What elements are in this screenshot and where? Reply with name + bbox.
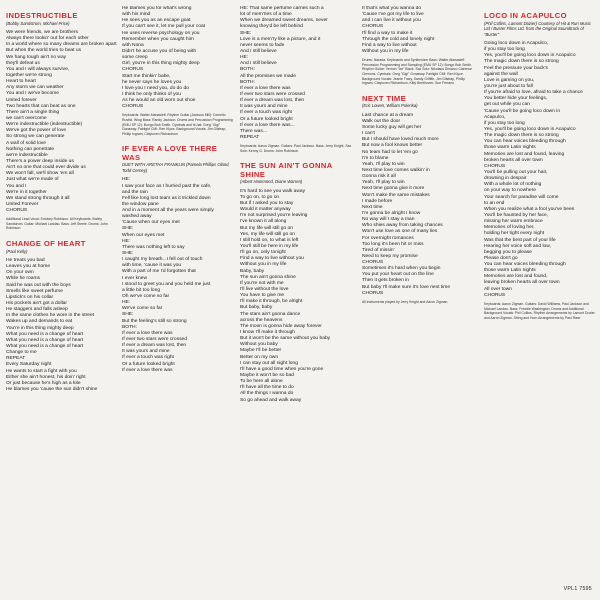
- lyric-line: For overnight romances: [362, 235, 414, 241]
- lyric-line: It was yours and mine: [240, 104, 288, 110]
- lyric-line: A wall of solid love: [6, 140, 46, 146]
- lyric-line: Any storm we can weather: [6, 85, 64, 91]
- lyric-line: begging you to please: [484, 249, 532, 255]
- lyric-line: Some lucky guy will get her: [362, 124, 422, 130]
- lyric-line: Maybe it won't be so bad: [240, 373, 294, 378]
- lyric-line: Ain't no one that could ever divide us: [6, 165, 86, 171]
- lyric-line: I made before: [362, 198, 393, 204]
- lyric-line: His pockets ain't got a dollar: [6, 300, 68, 306]
- lyric-line: BOTH:: [240, 67, 255, 73]
- lyric-line: and the rain: [122, 189, 148, 195]
- musician-credits: Keyboards: Walter Afanasieff. Rhythm Guitar (Jackson Mill): Cornelio Rustici. Wing Bass: Randy Jackson. Drums and Percussion Programming (EMU SP 12): Bongo Bob Smith. Cymbals and hi-hat: Greg "Gigi" Gonaway. Fairlight CMI: Ren Klyce. Background Vocals: Jim Gilstrap, Phillip Ingram, Claytoven Richardson: [122, 113, 233, 136]
- lyric-line: If ever a dream was lost, then: [240, 98, 305, 104]
- lyric-line: If you can't see it, let me pull your coat: [122, 24, 206, 30]
- lyric-line: The magic down there is so strong: [484, 133, 559, 139]
- lyric-line: You're in this thing mighty deep: [6, 325, 74, 331]
- lyric-line: He sees you as an escape goat: [122, 18, 191, 24]
- lyric-line: SHE:: [240, 30, 252, 36]
- column-3: [240, 6, 354, 594]
- musician-credits: Keyboards: Aaron Zigman. Guitars: David Williams, Paul Jackson and Michael Landau. Bass: Freddie Washington. Drums and Additional Background Vocals: Phil Collins. Rhythm Arrangements by Lamont Dozier and Aaron Zigman. String and Horn Arrangements by Paul Riser: [484, 301, 595, 320]
- lyric-line: holding her tight every night: [484, 231, 545, 237]
- lyric-line: with time, 'cause it was you: [122, 263, 182, 269]
- lyric-line: But baby, baby: [240, 305, 273, 311]
- lyric-line: If you're not with me: [240, 280, 284, 286]
- lyric-line: CHORUS: [6, 208, 28, 214]
- lyric-line: some creep: [122, 55, 148, 61]
- lyric-line: Without you baby: [240, 342, 278, 348]
- lyric-line: Won't make the same mistakes: [362, 192, 430, 198]
- lyric-line: Remember when you caught him: [122, 36, 194, 42]
- lyric-line: As he would an old worn out shoe: [122, 98, 196, 104]
- lyric-line: SHE:: [122, 226, 134, 232]
- lyric-line: Wakes up and demands to eat: [6, 319, 73, 325]
- lyric-line: Change to me: [6, 350, 37, 356]
- lyric-line: To go on, to go on: [240, 194, 280, 200]
- lyric-line: I know I'll make it through: [240, 330, 296, 336]
- lyric-line: CHORUS: [362, 260, 384, 266]
- section-spacer: [6, 393, 120, 396]
- lyric-line: Start me thinkin' babe,: [122, 73, 171, 79]
- lyric-line: There ain't a single thing: [6, 109, 60, 115]
- musician-credits: Drums: Narada. Keyboards and Synthesizer Bass: Walter Afanasieff. Percussion Programming and Sampling (EMU SP 12): Bongo Bob Smith. Rhythm Guitar: Vernon "Ice" Black. Sax Solo: Nikolaus Dimarco Clarence Clemons. Cymbals: Greg "Gigi" Gonaway. Fairlight CMI: Ren Klyce. Background Vocals: Jeanie Tracy, Sandy Griffith, Jim Gilstrap, Phillip Ingram, Claytoven Richardson, Kitty Beethoven, Sue Ferrano: [362, 58, 473, 86]
- column-5: [484, 6, 596, 594]
- song-authors: (Bobby Sandstrom, Michael Price): [6, 20, 70, 26]
- lyric-line: SHE:: [122, 251, 134, 257]
- lyric-line: The stars ain't gonna dance: [240, 311, 301, 317]
- lyric-line: washed away: [122, 214, 152, 220]
- lyric-line: with his mind: [122, 12, 151, 18]
- song-authors: (Albert Hammond, Diane Warren): [240, 179, 303, 185]
- lyric-line: But when the world tries to beat us: [6, 48, 82, 54]
- lyric-line: HE:: [122, 238, 131, 244]
- lyric-line: BOTH:: [122, 324, 137, 330]
- lyric-line: To be here all alone: [240, 379, 283, 385]
- lyric-line: Baby, baby: [240, 268, 265, 274]
- lyric-line: If ever a love there was: [122, 367, 173, 373]
- lyric-line: leaving broken hearts all over town: [484, 280, 560, 286]
- lyric-line: It was yours and mine: [122, 349, 170, 355]
- section-spacer: [122, 374, 236, 377]
- lyric-line: Would it matter anyway: [240, 207, 291, 213]
- lyric-line: SHE:: [122, 312, 134, 318]
- lyric-line: But I should have loved much more: [362, 137, 439, 143]
- lyric-line: You'll still be here in my life: [240, 244, 299, 250]
- lyric-line: REPEAT: [6, 356, 26, 362]
- lyric-line: Yes, my life will still go on: [240, 231, 295, 237]
- lyric-line: I'll make it through, be alright: [240, 299, 303, 305]
- lyric-line: Just what we're made of: [6, 177, 59, 183]
- column-1: [6, 6, 120, 594]
- lyric-line: he never says he loves you: [122, 79, 182, 85]
- lyric-line: I've known it all along: [240, 219, 287, 225]
- lyric-line: On your own: [6, 270, 34, 276]
- lyric-line: Every Saturday night: [6, 362, 52, 368]
- lyric-line: He blames you for what's wrong: [122, 6, 192, 11]
- lyric-line: I caught my breath...I fell out of touch: [122, 257, 203, 263]
- lyric-line: He treats you bad: [6, 258, 45, 263]
- lyric-line: So strong we can generate: [6, 134, 65, 140]
- lyric-line: Nothing can penetrate: [6, 146, 55, 152]
- lyric-line: I'll have all the time to do: [240, 385, 294, 391]
- lyric-line: I love you I need you, do do do: [122, 85, 189, 91]
- lyric-line: CHORUS: [484, 292, 506, 298]
- lyric-line: No tears had to let 'em go: [362, 149, 418, 155]
- lyric-line: with Nona: [122, 42, 144, 48]
- lyric-line: CHORUS: [122, 67, 144, 73]
- lyric-line: You have to give me: [240, 293, 285, 299]
- lyrics-block: [240, 189, 354, 404]
- lyric-line: United Forever: [6, 201, 39, 207]
- lyric-line: No way will I stay a man: [362, 217, 415, 223]
- lyric-line: He uses reverse psychology on you: [122, 30, 200, 36]
- lyric-line: If you're afraid to love, afraid to take a chance: [484, 90, 583, 96]
- lyric-line: I'll live without the love: [240, 287, 289, 293]
- lyric-line: We've come so far: [122, 306, 163, 312]
- lyric-line: Walk out the door: [362, 118, 401, 124]
- lyric-line: Said he was out with the boys: [6, 282, 71, 288]
- lyric-line: Or a future looked bright: [122, 361, 175, 367]
- lyric-line: And I still believe: [240, 48, 277, 54]
- lyric-line: All the things I wanna do: [240, 391, 294, 397]
- lyric-line: Yeah, I'll play to win: [362, 180, 405, 186]
- lyric-line: Was that the best part of your life: [484, 237, 556, 243]
- lyric-line: But the feeling's still so strong: [122, 318, 187, 324]
- lyric-line: Or a future looked bright: [240, 116, 293, 122]
- song-title: LOCO IN ACAPULCO: [484, 11, 567, 20]
- lyric-line: to an end: [484, 200, 505, 206]
- lyric-line: Leaves you at home: [6, 264, 51, 270]
- lyric-line: HE:: [122, 300, 131, 306]
- lyric-line: I ever knew: [122, 275, 148, 281]
- lyric-line: In a world where so many dreams are broken apart: [6, 42, 117, 48]
- song-authors: (Eric Lowen, William Polenka): [362, 103, 418, 109]
- lyric-line: When we dreamed sweet dreams, never: [240, 18, 328, 24]
- lyric-line: With a whole lot of nothing: [484, 182, 542, 188]
- lyric-line: HE: That same perfume carries such a: [240, 6, 324, 11]
- song-title: INDESTRUCTIBLE: [6, 11, 78, 20]
- song-header-next-time: [362, 95, 476, 109]
- lyric-line: Next time: [362, 204, 383, 210]
- lyric-line: You and I: [6, 183, 27, 189]
- lyric-line: If ever a love there was: [122, 330, 173, 336]
- lyric-line: He wants to start a fight with you: [6, 368, 77, 374]
- lyric-line: Last chance at a dream: [362, 112, 414, 118]
- lyric-line: You and I will always survive,: [6, 66, 70, 72]
- lyric-line: Your search for paradise will come: [484, 194, 559, 200]
- lyric-line: I'll go on, only tonight: [240, 250, 286, 256]
- lyric-line: a little bit too long: [122, 287, 161, 293]
- lyric-line: And in a moment all the years were simply: [122, 208, 214, 214]
- song-title: THE SUN AIN'T GONNA SHINE: [240, 161, 333, 179]
- lyric-line: we can't overcome: [6, 115, 47, 121]
- lyric-line: The moon is gonna hide away forever: [240, 323, 322, 329]
- lyric-line: But my life will still go on: [240, 225, 293, 231]
- lyric-line: We're indestructible (indestructible): [6, 122, 83, 128]
- lyric-line: CHORUS: [362, 24, 384, 30]
- lyric-line: The sun ain't gonna shine: [240, 274, 296, 280]
- lyric-line: So go ahead and walk away: [240, 397, 302, 403]
- lyric-line: Feel the pressure your back's: [484, 65, 548, 71]
- lyric-line: Yes, you'll be going loco down in Acapulco: [484, 126, 576, 132]
- lyric-line: Going loco down in Acapulco,: [484, 41, 549, 46]
- musician-credits: Additional Lead Vocal: Smokey Robinson. All Keyboards: Bobby Sandstrom. Guitar: Michael Landau. Bass: Jeff Steele. Drums: John Robinson: [6, 217, 108, 231]
- lyric-line: REPEAT: [240, 134, 260, 140]
- lyric-line: You can hear voices bleeding through: [484, 262, 566, 268]
- lyric-line: All the promises we made: [240, 73, 296, 79]
- lyric-line: Please don't go: [484, 255, 518, 261]
- section-spacer: [484, 320, 596, 323]
- column-2: [122, 6, 236, 594]
- lyric-line: You better hide your feelings,: [484, 96, 548, 102]
- lyric-line: You'll be haunted by her face,: [484, 212, 549, 218]
- song-header-indestructible: [6, 12, 120, 26]
- lyric-line: BOTH:: [240, 79, 255, 85]
- lyric-line: We were friends, we are brothers: [6, 30, 78, 35]
- lyric-line: Hearing her voice soft and low,: [484, 243, 551, 249]
- lyric-line: HE:: [122, 177, 131, 183]
- lyric-line: But baby I'll make sure it's love next time: [362, 284, 451, 290]
- lyric-line: Find a way to live without: [362, 42, 417, 48]
- lyric-line: Won't use love as one of many lies: [362, 229, 438, 235]
- song-header-change-of-heart: [6, 240, 120, 254]
- section-spacer: [362, 86, 476, 89]
- lyric-line: Either she ain't honest, his doin' right: [6, 374, 86, 380]
- lyric-line: Heart to heart: [6, 79, 36, 85]
- lyric-line: Next time gonna give it more: [362, 186, 425, 192]
- lyric-line: I'll have a good time when you're gone: [240, 366, 324, 372]
- lyric-line: With a part of me I'd forgotten that: [122, 269, 196, 275]
- lyric-line: missing her warm embrace: [484, 219, 543, 225]
- lyric-line: together we're strong: [6, 72, 52, 78]
- lyric-line: HE:: [240, 55, 249, 61]
- lyric-line: get out while you can: [484, 102, 530, 108]
- lyric-line: The magic down there is so strong: [484, 59, 559, 65]
- section-spacer: [240, 404, 354, 407]
- lyric-line: There was...: [240, 128, 267, 134]
- lyric-line: You'll be pulling out your hair,: [484, 169, 548, 175]
- lyric-line: Lipstick's on his collar: [6, 294, 54, 300]
- song-authors: DUET WITH ARETHA FRANKLIN (Pamela Phillips Oland, Todd Cerney): [122, 162, 230, 173]
- lyric-line: While he roams: [6, 276, 40, 282]
- lyric-line: if you stay too long: [484, 47, 525, 53]
- lyric-line: knowing they'd be left behind: [240, 24, 303, 30]
- lyric-line: I still hold on, to what is left: [240, 237, 299, 243]
- lyric-line: against the wall: [484, 71, 518, 77]
- lyric-line: Fell like long lost tears as it trickled down: [122, 195, 211, 201]
- lyric-line: I'm gonna be alright I know: [362, 210, 421, 216]
- lyric-line: Or just because he's high as a kite: [6, 380, 81, 386]
- lyric-line: If ever two stars were crossed: [240, 91, 305, 97]
- song-title: IF EVER A LOVE THERE WAS: [122, 144, 218, 162]
- lyric-line: I can stay out all night long: [240, 360, 298, 366]
- song-title: NEXT TIME: [362, 93, 407, 103]
- lyric-line: Yeah, I'll play to win: [362, 161, 405, 167]
- lyric-line: All over town: [484, 286, 512, 292]
- lyric-line: Memories of loving her,: [484, 225, 535, 231]
- lyric-line: Next time love comes walkin' in: [362, 167, 430, 173]
- lyric-line: Yes, you'll be going loco down in Acapulco: [484, 53, 576, 59]
- lyric-line: 'Cause you'll be going loco down in: [484, 108, 561, 114]
- lyric-line: CHORUS: [484, 163, 506, 169]
- lyric-line: If ever a touch was right: [240, 110, 292, 116]
- lyric-line: Without you in my life: [362, 48, 409, 54]
- lyric-line: I'm to blame: [362, 155, 389, 161]
- lyric-line: There was nothing left to say: [122, 244, 185, 250]
- section-spacer: [240, 153, 354, 156]
- lyric-line: Love is a mem'ry like a picture, and it: [240, 36, 321, 42]
- lyric-line: those warm Latin nights: [484, 145, 536, 151]
- lyric-line: What you need is a change of heart: [6, 337, 84, 343]
- lyric-line: Who shies away from taking chances: [362, 223, 443, 229]
- lyric-line: I think he only thinks of you: [122, 91, 181, 97]
- column-4: [362, 6, 476, 594]
- lyric-line: on your way to nowhere: [484, 188, 536, 194]
- lyric-line: Smells like sweet perfume: [6, 288, 63, 294]
- lyric-line: If that's what you wanna do: [362, 6, 422, 11]
- lyric-line: But it won't be the same without you baby: [240, 336, 331, 342]
- lyric-line: When you realize what a fool you've been: [484, 206, 575, 212]
- lyric-line: Maybe I'll be better: [240, 348, 282, 354]
- lyrics-block: [122, 6, 236, 110]
- lyric-line: What you need is a change of heart: [6, 343, 84, 349]
- catalog-number: VPL1 7595: [563, 586, 592, 592]
- lyrics-block: [362, 6, 476, 55]
- lyric-line: Tired of missin': [362, 247, 395, 253]
- lyric-line: If ever two stars were crossed: [122, 337, 187, 343]
- lyric-line: Memories are lost and found,: [484, 274, 548, 280]
- song-authors: (Paul Kelly): [6, 248, 28, 254]
- song-title: CHANGE OF HEART: [6, 239, 86, 248]
- lyric-line: But if I asked you to stay: [240, 201, 294, 207]
- lyric-line: We won't fall, we'll show 'em all: [6, 171, 74, 177]
- lyric-line: When our eyes met: [122, 232, 165, 238]
- lyric-line: There's a power deep inside us: [6, 158, 74, 164]
- lyric-line: We've got the power of love: [6, 128, 67, 134]
- lyric-line: Love is gaming on you,: [484, 77, 535, 83]
- lyrics-block: [6, 30, 120, 214]
- section-spacer: [6, 231, 120, 234]
- lyric-line: those warm Latin nights: [484, 268, 536, 274]
- lyrics-block: [122, 177, 236, 374]
- song-authors: (Phil Collins, Lamont Dozier) Courtesy of Hit & Run Music Ltd / Buster Films Ltd. from the Original Soundtrack of "Buster": [484, 20, 591, 37]
- section-spacer: [122, 136, 236, 139]
- lyric-line: You and I we've become: [6, 91, 59, 97]
- lyric-line: I'm not surprised you're leaving: [240, 213, 308, 219]
- lyric-line: He blames you 'cause the sun didn't shine: [6, 386, 98, 392]
- lyric-line: the window pane: [122, 201, 159, 207]
- lyric-line: never seems to fade: [240, 42, 285, 48]
- lyric-line: If ever a dream was lost, then: [122, 343, 187, 349]
- lyric-line: Without you in my life: [240, 262, 287, 268]
- lyric-line: If ever a love there was: [240, 85, 291, 91]
- lyric-line: broken hearts all over town: [484, 157, 543, 163]
- lyric-line: I stood to greet you and you held me just: [122, 281, 211, 287]
- lyric-line: Sometimes it's hard when you begin: [362, 266, 441, 272]
- lyric-line: Find a way to live without you: [240, 256, 304, 262]
- lyric-line: CHORUS: [362, 290, 384, 296]
- song-header-if-ever-a-love-there-was: [122, 145, 236, 173]
- lyrics-block: [240, 6, 354, 141]
- lyric-line: What you need is a change of heart: [6, 331, 84, 337]
- lyric-line: they'll defeat us: [6, 60, 40, 66]
- lyric-line: We're in it together: [6, 189, 47, 195]
- lyric-line: Girl, you're in this thing mighty deep: [122, 61, 200, 67]
- lyric-line: Better on my own: [240, 354, 279, 360]
- section-spacer: [362, 305, 476, 308]
- lyric-line: Gonna risk it all: [362, 174, 396, 180]
- lyric-line: lot of mem'ries of a time: [240, 12, 292, 18]
- lyric-line: Then it gets broken in: [362, 278, 410, 284]
- lyric-line: United forever: [6, 97, 37, 103]
- lyric-line: Two hearts that can beat as one: [6, 103, 76, 109]
- lyric-line: You put your heart out on the line: [362, 272, 434, 278]
- lyric-line: we're indestructible: [6, 152, 48, 158]
- lyric-line: Through the cold and lonely night: [362, 36, 435, 42]
- song-header-the-sun-ain-t-gonna-shine: [240, 162, 354, 185]
- lyric-line: It's hard to see you walk away: [240, 188, 306, 194]
- lyrics-block: [484, 41, 596, 299]
- lyric-line: drowning in despair: [484, 176, 527, 182]
- lyric-line: Didn't he accuse you of being with: [122, 48, 197, 54]
- lyric-line: He staggers and falls asleep: [6, 307, 68, 313]
- lyric-line: And I still believe: [240, 61, 277, 67]
- lyrics-block: [6, 258, 120, 393]
- lyric-line: But now a fool knows better: [362, 143, 423, 149]
- lyric-line: I'll find a way to make it: [362, 30, 413, 36]
- lyric-line: CHORUS: [122, 104, 144, 110]
- lyric-line: We hang tough ain't no way: [6, 54, 67, 60]
- lyric-line: If ever a love there was...: [240, 122, 295, 128]
- musician-credits: All instruments played by Jerry Knight and Aaron Zigman: [362, 299, 448, 304]
- lyric-line: if you stay too long: [484, 120, 525, 126]
- lyric-line: If ever a touch was right: [122, 355, 174, 361]
- lyric-line: you're just about to fall: [484, 83, 533, 89]
- musician-credits: Keyboards: Aaron Zigman. Guitars: Paul Jackson. Bass: Jerry Knight. Sax Solo: Kenny G. Drums: John Robinson: [240, 144, 352, 153]
- lyric-line: You can hear voices bleeding through: [484, 139, 566, 145]
- lyric-line: In the same clothes he wore in the street: [6, 313, 95, 319]
- lyric-line: I can't: [362, 131, 375, 137]
- lyric-line: I saw your face as I hurried past the cafe,: [122, 183, 212, 189]
- lyric-line: Always there lookin' out for each other: [6, 36, 89, 42]
- lyric-line: 'Cause when our eyes met: [122, 220, 180, 226]
- lyric-line: 'Cause I've got my life to live: [362, 12, 424, 18]
- lyric-line: Need to keep my promise: [362, 253, 418, 259]
- lyric-line: Acapulco,: [484, 114, 506, 120]
- lyric-line: and I can live it without you: [362, 18, 421, 24]
- lyric-line: Memories are lost and found, leaving: [484, 151, 565, 157]
- lyric-line: across the heavens: [240, 317, 283, 323]
- lyric-line: We stand strong through it all: [6, 195, 70, 201]
- lyrics-block: [362, 113, 476, 297]
- lyric-line: Too long it's been hit or miss: [362, 241, 424, 247]
- song-header-loco-in-acapulco: [484, 12, 596, 37]
- lyric-line: Oh we've come so far: [122, 294, 170, 300]
